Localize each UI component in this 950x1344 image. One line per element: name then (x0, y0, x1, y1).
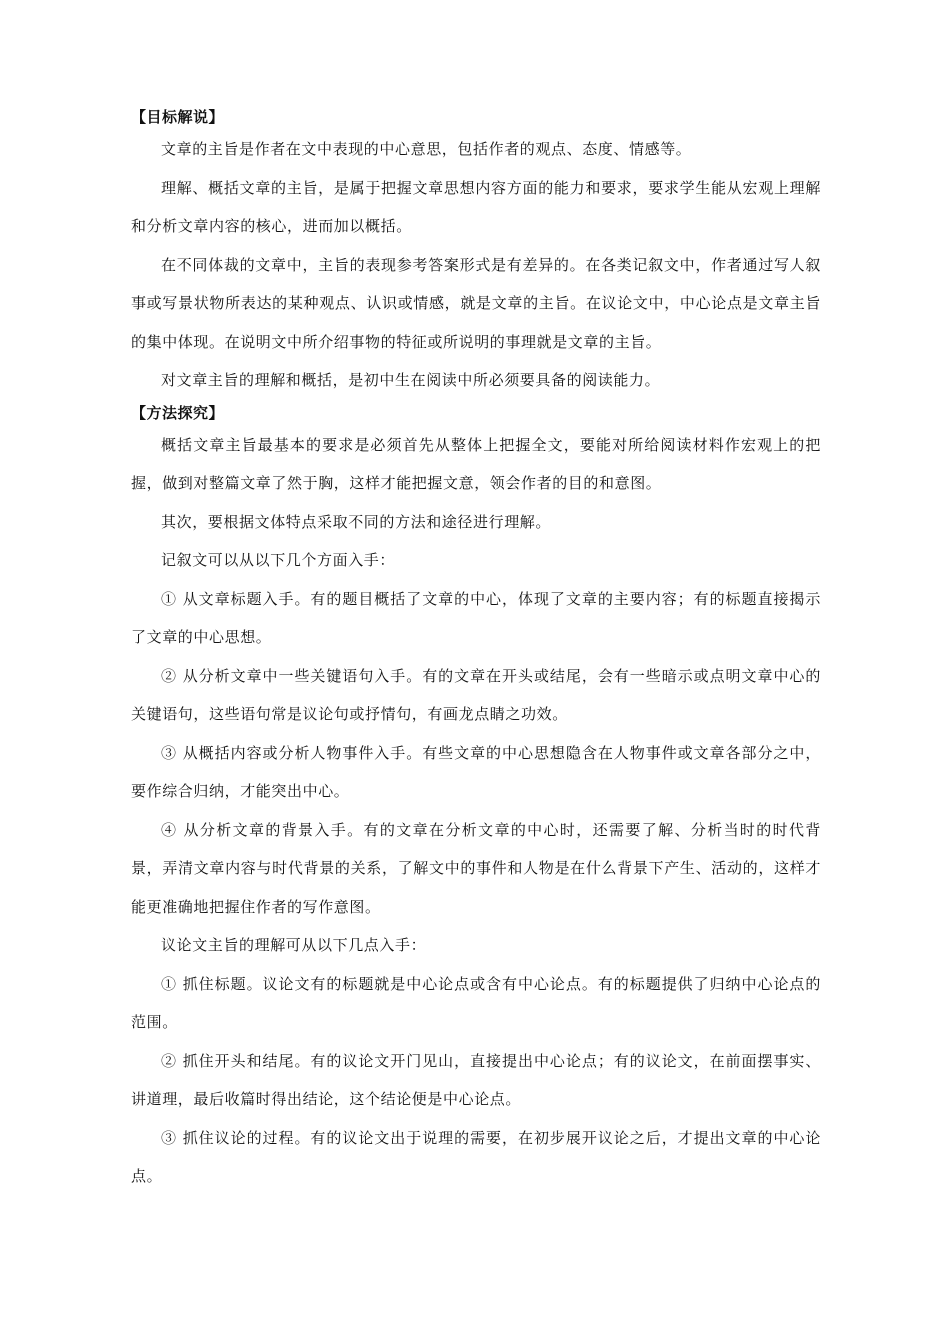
paragraph-method-3: 记叙文可以从以下几个方面入手： (161, 551, 396, 569)
paragraph-method-7: ④ 从分析文章的背景入手。有的文章在分析文章的中心时，还需要了解、分析当时的时代背景，弄清文章内容与时代背景的关系，了解文中的事件和人物是在什么背景下产生、活动的，这样才能更准确地把握住作者的写作意图。 (131, 820, 821, 916)
paragraph-method-5: ② 从分析文章中一些关键语句入手。有的文章在开头或结尾，会有一些暗示或点明文章中心的关键语句，这些语句常是议论句或抒情句，有画龙点睛之功效。 (131, 666, 821, 723)
paragraph-method-9: ① 抓住标题。议论文有的标题就是中心论点或含有中心论点。有的标题提供了归纳中心论点的范围。 (131, 974, 821, 1031)
paragraph-method-1: 概括文章主旨最基本的要求是必须首先从整体上把握全文，要能对所给阅读材料作宏观上的把握，做到对整篇文章了然于胸，这样才能把握文意，领会作者的目的和意图。 (131, 435, 821, 492)
paragraph-method-10: ② 抓住开头和结尾。有的议论文开门见山，直接提出中心论点；有的议论文，在前面摆事实、讲道理，最后收篇时得出结论，这个结论便是中心论点。 (131, 1051, 821, 1108)
section-heading-goal: 【目标解说】 (131, 108, 225, 126)
paragraph-goal-1: 文章的主旨是作者在文中表现的中心意思，包括作者的观点、态度、情感等。 (161, 140, 692, 158)
paragraph-method-6: ③ 从概括内容或分析人物事件入手。有些文章的中心思想隐含在人物事件或文章各部分之中，要作综合归纳，才能突出中心。 (131, 743, 821, 800)
paragraph-method-2: 其次，要根据文体特点采取不同的方法和途径进行理解。 (161, 512, 552, 531)
paragraph-method-4: ① 从文章标题入手。有的题目概括了文章的中心，体现了文章的主要内容；有的标题直接揭示了文章的中心思想。 (131, 589, 821, 646)
paragraph-method-11: ③ 抓住议论的过程。有的议论文出于说理的需要，在初步展开议论之后，才提出文章的中心论点。 (131, 1128, 821, 1185)
paragraph-goal-3: 在不同体裁的文章中，主旨的表现参考答案形式是有差异的。在各类记叙文中，作者通过写人叙事或写景状物所表达的某种观点、认识或情感，就是文章的主旨。在议论文中，中心论点是文章主旨的集中体现。在说明文中所介绍事物的特征或所说明的事理就是文章的主旨。 (131, 255, 821, 351)
section-heading-method: 【方法探究】 (131, 403, 225, 422)
paragraph-method-8: 议论文主旨的理解可从以下几点入手： (161, 936, 427, 954)
paragraph-goal-2: 理解、概括文章的主旨，是属于把握文章思想内容方面的能力和要求，要求学生能从宏观上理解和分析文章内容的核心，进而加以概括。 (131, 178, 821, 235)
paragraph-goal-4: 对文章主旨的理解和概括，是初中生在阅读中所必须要具备的阅读能力。 (161, 371, 661, 389)
document-body (131, 104, 821, 1196)
